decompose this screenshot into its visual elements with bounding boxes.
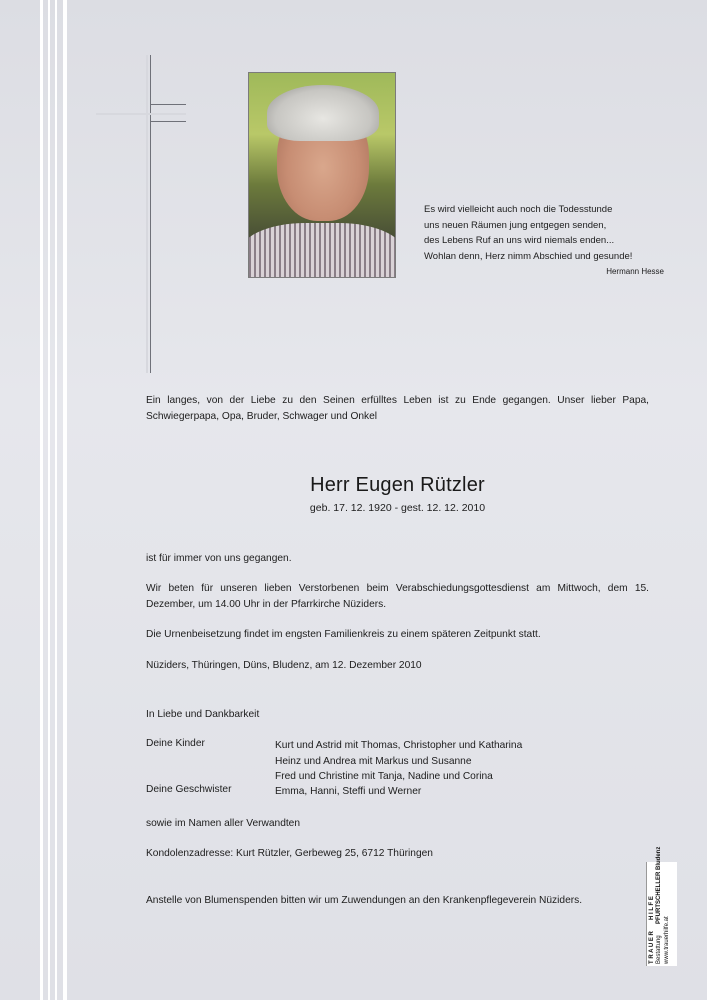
deceased-dates: geb. 17. 12. 1920 - gest. 12. 12. 2010 [309,502,486,514]
quote-author: Hermann Hesse [606,267,664,276]
condolence-text: Kondolenzadresse: Kurt Rützler, Gerbeweg 25, 6712 Thüringen [146,848,433,859]
siblings-label: Deine Geschwister [146,784,232,795]
quote-line: uns neuen Räumen jung entgegen senden, [424,219,607,231]
mass-text: Wir beten für unseren lieben Verstorbenen beim Verabschiedungsgottesdienst am Mittwoch, dem 15. Dezember, um 14.00 Uhr in der Pfarrkirche Nüziders. [146,583,649,610]
place-date-text: Nüziders, Thüringen, Düns, Bludenz, am 12. Dezember 2010 [146,660,422,671]
logo-line: www.trauerhilfe.at [664,916,670,964]
intro-text: Ein langes, von der Liebe zu den Seinen erfülltes Leben ist zu Ende gegangen. Unser lieber Papa, Schwiegerpapa, Opa, Bruder, Schwager und Onkel [146,395,649,422]
funeral-home-logo [646,846,677,966]
quote [424,202,664,280]
siblings-list: Emma, Hanni, Steffi und Werner [275,786,422,797]
quote-line: des Lebens Ruf an uns wird niemals enden... [424,235,615,246]
logo-line: H I L F E [649,896,655,920]
decor-line [48,0,50,1000]
child-entry: Kurt und Astrid mit Thomas, Christopher und Katharina [275,740,523,751]
decor-line [55,0,57,1000]
quote-line: Wohlan denn, Herz nimm Abschied und gesunde! [424,250,633,262]
logo-line: Bestattung [656,935,662,964]
urn-text: Die Urnenbeisetzung findet im engsten Familienkreis zu einem späteren Zeitpunkt statt. [146,629,541,640]
children-list [275,738,522,785]
child-entry: Heinz und Andrea mit Markus und Susanne [275,755,472,767]
gone-text: ist für immer von uns gegangen. [146,553,292,564]
decor-line [40,0,43,1000]
quote-line: Es wird vielleicht auch noch die Todesstunde [424,204,613,215]
donations-text: Anstelle von Blumenspenden bitten wir um Zuwendungen an den Krankenpflegeverein Nüziders. [146,895,583,906]
deceased-name: Herr Eugen Rützler [310,474,485,496]
children-label: Deine Kinder [146,738,205,749]
logo-line: PFURTSCHELLER Bludenz [656,846,662,924]
relatives-text: sowie im Namen aller Verwandten [146,818,301,829]
child-entry: Fred und Christine mit Tanja, Nadine und Corina [275,771,493,782]
gratitude-text: In Liebe und Dankbarkeit [146,709,260,720]
decor-line [63,0,67,1000]
logo-line: T R A U E R [649,931,655,964]
portrait-photo [248,72,396,278]
